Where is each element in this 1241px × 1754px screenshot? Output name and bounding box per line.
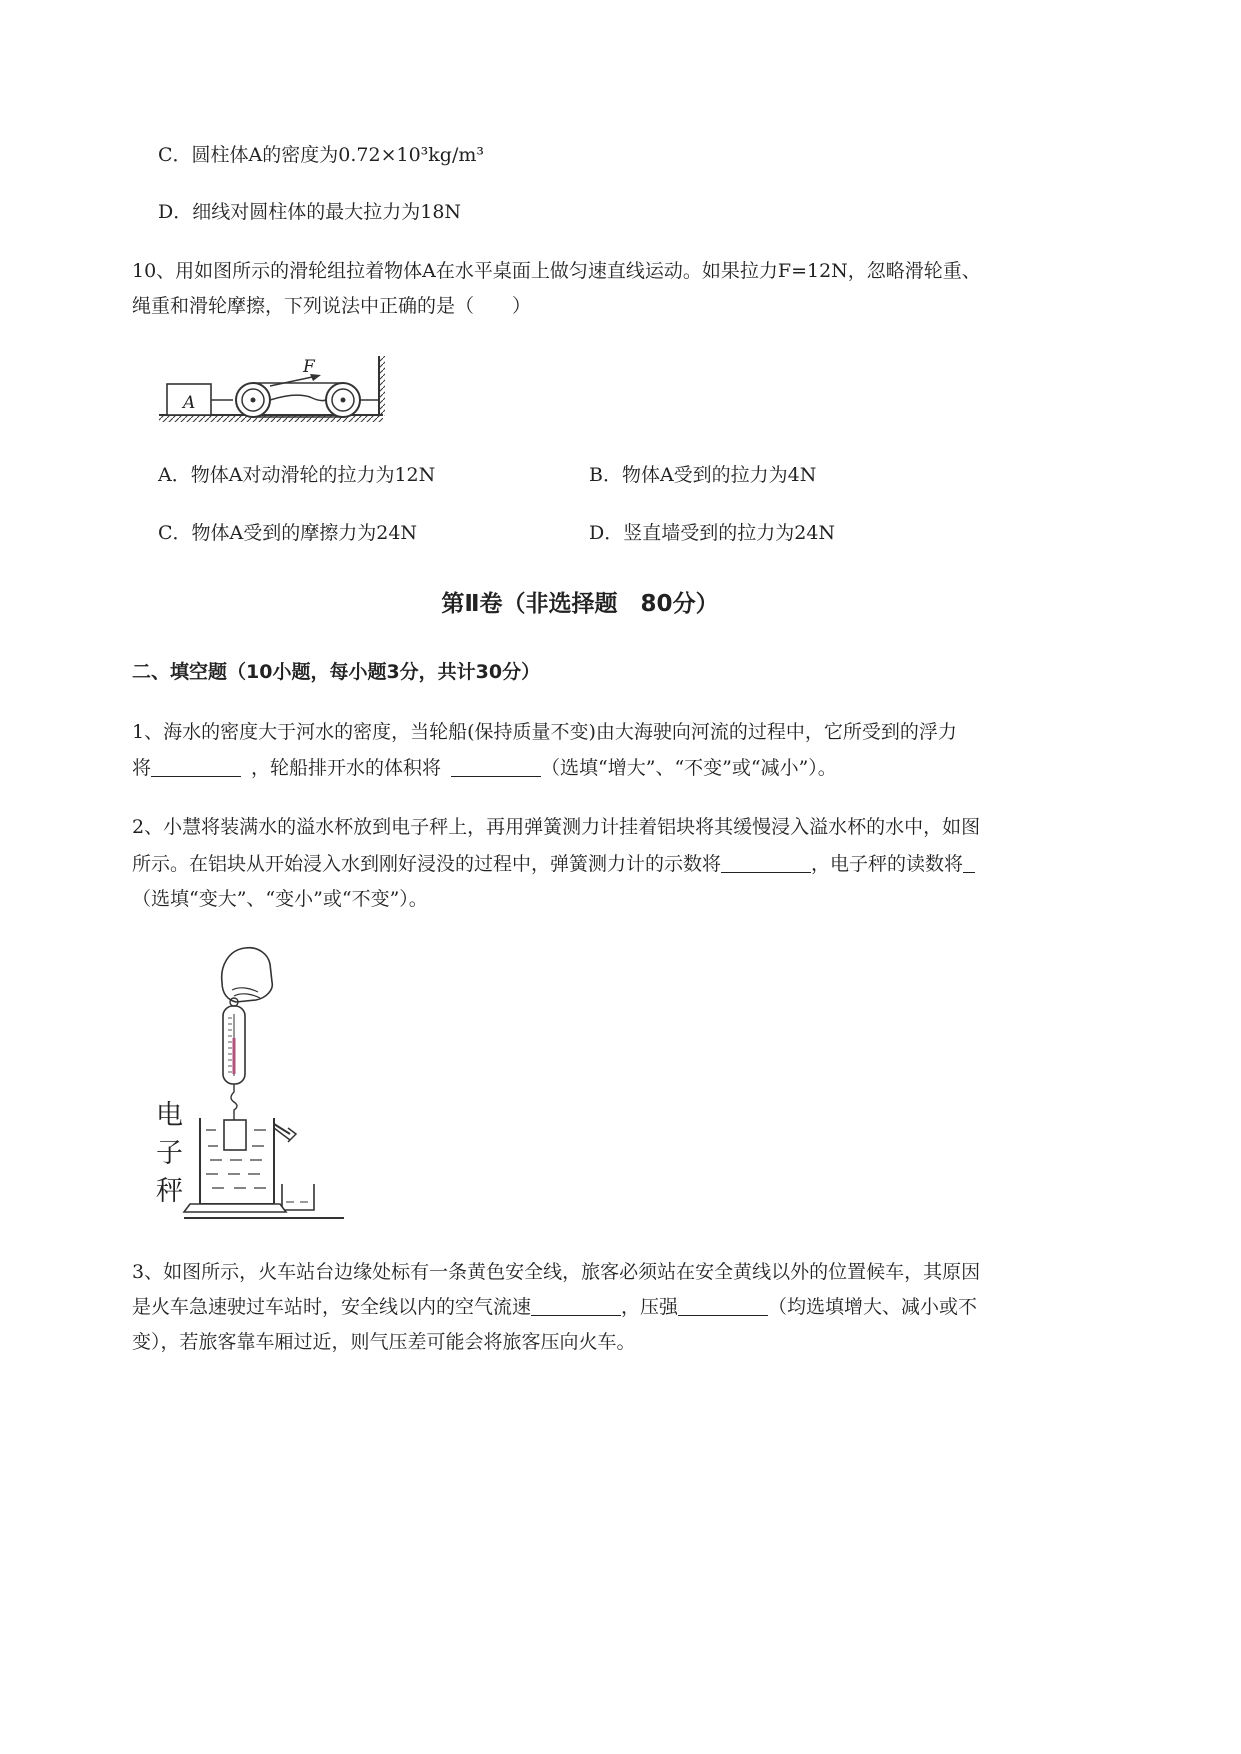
q10-stem-line1: 10、用如图所示的滑轮组拉着物体A在水平桌面上做匀速直线运动。如果拉力F=12N，忽略滑轮重、 [132,260,981,282]
answer-blank-4[interactable] [963,852,975,873]
fill-q1-text-c: （选填“增大”、“不变”或“减小”）。 [541,757,837,779]
pulley-figure [155,352,395,428]
answer-blank-3[interactable] [721,852,811,873]
q9-option-d: D．细线对圆柱体的最大拉力为18N [158,201,462,223]
fill-q2-line1: 2、小慧将装满水的溢水杯放到电子秤上，再用弹簧测力计挂着铝块将其缓慢浸入溢水杯的水中，如图 [132,816,981,838]
fill-q3-text-b: ，压强 [621,1296,679,1318]
force-label: F [303,357,315,377]
block-label: A [183,393,196,413]
figure-label-char-3: 秤 [156,1176,183,1207]
fill-q3-line2 [132,1295,977,1319]
figure-label-char-1: 电 [156,1100,183,1131]
fill-q3-line1: 3、如图所示，火车站台边缘处标有一条黄色安全线，旅客必须站在安全黄线以外的位置候车，其原因 [132,1261,981,1283]
section-heading: 二、填空题（10小题，每小题3分，共计30分） [132,661,541,683]
answer-blank-1[interactable] [151,756,241,777]
part2-title: 第Ⅱ卷（非选择题 80分） [441,591,719,617]
fill-q1-text-a: 将 [132,757,152,779]
answer-blank-6[interactable] [678,1295,768,1316]
answer-blank-5[interactable] [531,1295,621,1316]
fill-q1-text-b: ，轮船排开水的体积将 [251,757,442,779]
fill-q1-line2 [132,756,837,780]
fill-q3-text-a: 是火车急速驶过车站时，安全线以内的空气流速 [132,1296,532,1318]
answer-blank-2[interactable] [451,756,541,777]
q9-option-c: C．圆柱体A的密度为0.72×10³kg/m³ [158,144,484,166]
figure-label-char-2: 子 [156,1138,183,1169]
q10-option-d: D．竖直墙受到的拉力为24N [589,522,836,544]
fill-q2-line2 [132,852,975,876]
fill-q3-text-c: （均选填增大、减小或不 [768,1296,978,1318]
fill-q2-line3: （选填“变大”、“变小”或“不变”）。 [132,888,428,910]
fill-q2-text-a: 所示。在铝块从开始浸入水到刚好浸没的过程中，弹簧测力计的示数将 [132,853,722,875]
spring-scale-figure [150,942,350,1224]
q10-stem-line2: 绳重和滑轮摩擦，下列说法中正确的是（ ） [132,295,532,317]
fill-q3-line3: 变），若旅客靠车厢过近，则气压差可能会将旅客压向火车。 [132,1331,636,1353]
fill-q1-line1: 1、海水的密度大于河水的密度，当轮船(保持质量不变)由大海驶向河流的过程中，它所受到的浮力 [132,721,957,743]
q10-option-b: B．物体A受到的拉力为4N [589,464,817,486]
fill-q2-text-b: ，电子秤的读数将 [811,853,964,875]
q10-option-c: C．物体A受到的摩擦力为24N [158,522,418,544]
q10-option-a: A．物体A对动滑轮的拉力为12N [158,464,436,486]
